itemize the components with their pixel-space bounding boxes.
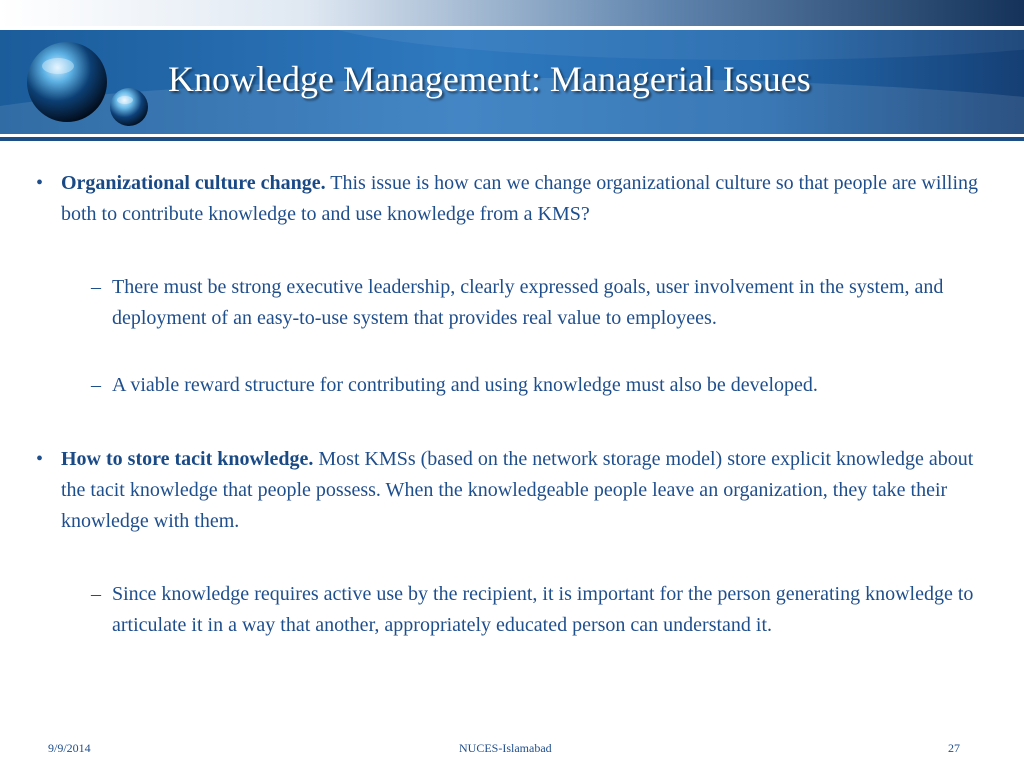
title-divider <box>0 137 1024 141</box>
bullet-item <box>36 168 996 230</box>
footer-page-number: 27 <box>948 741 960 755</box>
header-gradient-band <box>0 0 1024 26</box>
sub-bullet-marker: – <box>91 276 101 298</box>
footer-organization: NUCES-Islamabad <box>459 741 552 755</box>
sub-bullet-item <box>91 579 996 641</box>
bullet-heading: How to store tacit knowledge. <box>61 448 314 470</box>
small-orb-icon <box>110 88 148 126</box>
sub-bullet-item <box>91 370 996 401</box>
bullet-text: Most KMSs (based on the network storage model) store explicit knowledge about the tacit knowledge that people possess. When the knowledgeable people leave an organization, they take their knowledge with them. <box>61 448 974 532</box>
globe-logo-graphic <box>0 30 170 134</box>
sub-bullet-text: Since knowledge requires active use by the recipient, it is important for the person generating knowledge to articulate it in a way that another, appropriately educated person can understand it. <box>112 583 974 636</box>
sub-bullet-marker: – <box>91 583 101 605</box>
bullet-marker: • <box>36 448 44 470</box>
sub-bullet-marker: – <box>91 374 101 396</box>
large-orb-icon <box>27 42 107 122</box>
footer-date: 9/9/2014 <box>48 741 91 755</box>
slide-title: Knowledge Management: Managerial Issues <box>168 59 811 99</box>
sub-bullet-text: A viable reward structure for contributing and using knowledge must also be developed. <box>112 374 818 396</box>
bullet-text: This issue is how can we change organizational culture so that people are willing both to contribute knowledge to and use knowledge from a KMS? <box>61 172 979 225</box>
bullet-marker: • <box>36 172 44 194</box>
title-bar-highlight <box>300 30 1024 60</box>
bullet-heading: Organizational culture change. <box>61 172 326 194</box>
sub-bullet-text: There must be strong executive leadership, clearly expressed goals, user involvement in the system, and deployment of an easy-to-use system that provides real value to employees. <box>112 276 944 329</box>
globe-logo <box>0 30 170 134</box>
bullet-item <box>36 444 996 537</box>
sub-bullet-item <box>91 272 996 334</box>
